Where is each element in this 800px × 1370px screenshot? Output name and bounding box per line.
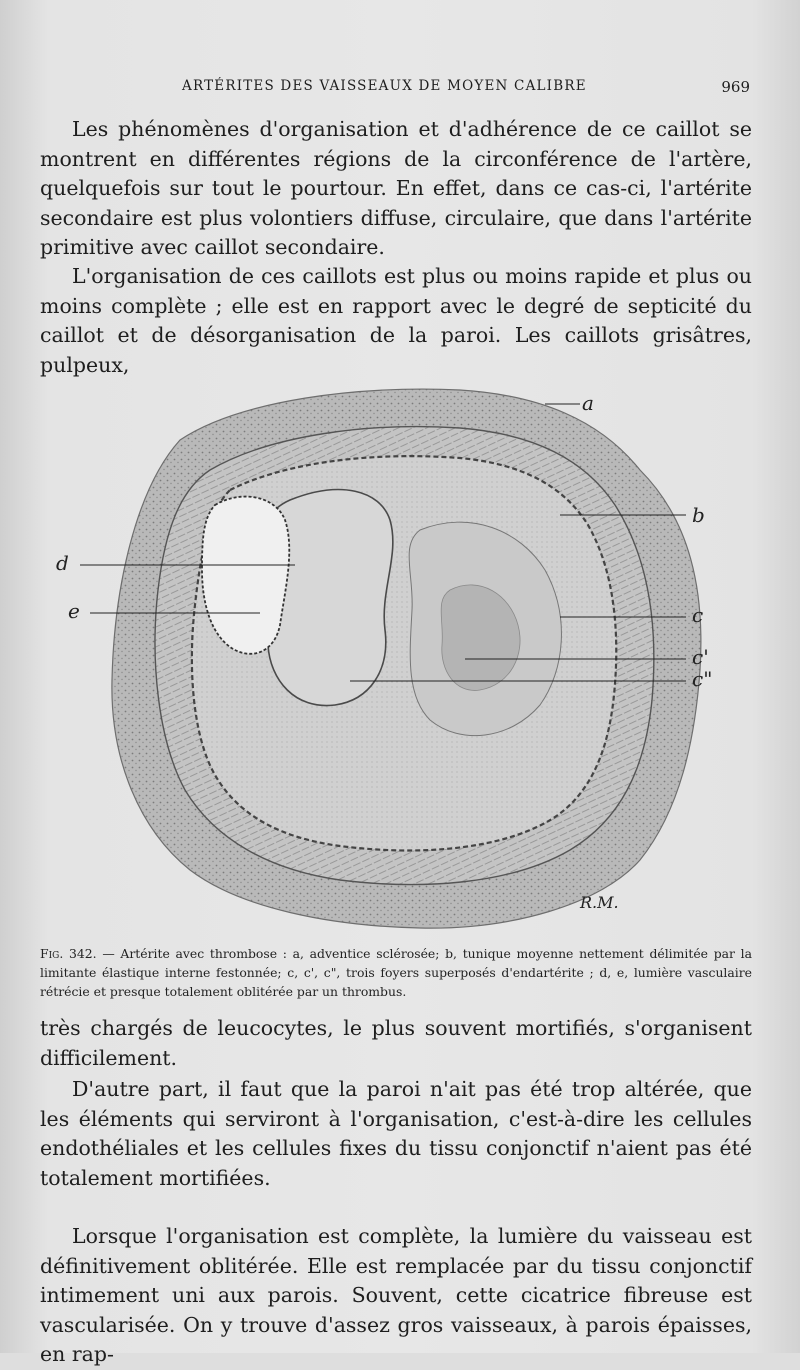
vascular-lumen: [202, 497, 289, 654]
histology-illustration: [40, 360, 752, 940]
figure-arterite-thrombose: [40, 360, 752, 940]
paragraph-leucocytes: très chargés de leucocytes, le plus souvent mortifiés, s'organisent difficilement.: [40, 1016, 752, 1070]
page-number: 969: [721, 78, 750, 96]
figure-label-a: a: [582, 391, 594, 415]
figure-label-e: e: [68, 599, 80, 623]
figure-caption-text: — Artérite avec thrombose : a, adventice sclérosée; b, tunique moyenne nettement délimitée par la limitante élastique interne festonnée; c, c', c", trois foyers superposés d'endartérite ; d, e, lumière vasculaire rétrécie et presque totalement oblitérée par un thrombus.: [40, 946, 753, 999]
artist-signature: R.M.: [580, 893, 619, 912]
paragraph-rapidite-organisation: L'organisation de ces caillots est plus ou moins rapide et plus ou moins complète ; elle est en rapport avec le degré de septicité du caillot et de désorganisation de la paroi. Les caillots grisâtres, pulpeux,: [40, 264, 752, 377]
figure-label-b: b: [692, 503, 705, 527]
figure-number: Fig. 342.: [40, 946, 97, 961]
paragraph-paroi-alteree: D'autre part, il faut que la paroi n'ait pas été trop altérée, que les éléments qui serviront à l'organisation, c'est-à-dire les cellules endothéliales et les cellules fixes du tissu conjonctif n'aient pas été totalement mortifiées.: [40, 1077, 752, 1190]
running-title: ARTÉRITES DES VAISSEAUX DE MOYEN CALIBRE: [182, 78, 587, 94]
figure-label-d: d: [56, 551, 69, 575]
figure-label-c: c: [692, 603, 704, 627]
figure-caption: [40, 944, 752, 1001]
page-header: [40, 74, 760, 98]
figure-label-c-double-prime: c": [692, 667, 713, 691]
paragraph-organisation-complete: Lorsque l'organisation est complète, la lumière du vaisseau est définitivement oblitérée. Elle est remplacée par du tissu conjonctif intimement uni aux parois. Souvent, cette cicatrice fibreuse est vascularisée. On y trouve d'assez gros vaisseaux, à parois épaisses, en rap-: [40, 1224, 752, 1366]
figure-label-c-prime: c': [692, 645, 709, 669]
paragraph-organisation-caillot: Les phénomènes d'organisation et d'adhérence de ce caillot se montrent en différentes régions de la circonférence de l'artère, quelquefois sur tout le pourtour. En effet, dans ce cas-ci, l'artérite secondaire est plus volontiers diffuse, circulaire, que dans l'artérite primitive avec caillot secondaire.: [40, 117, 752, 259]
